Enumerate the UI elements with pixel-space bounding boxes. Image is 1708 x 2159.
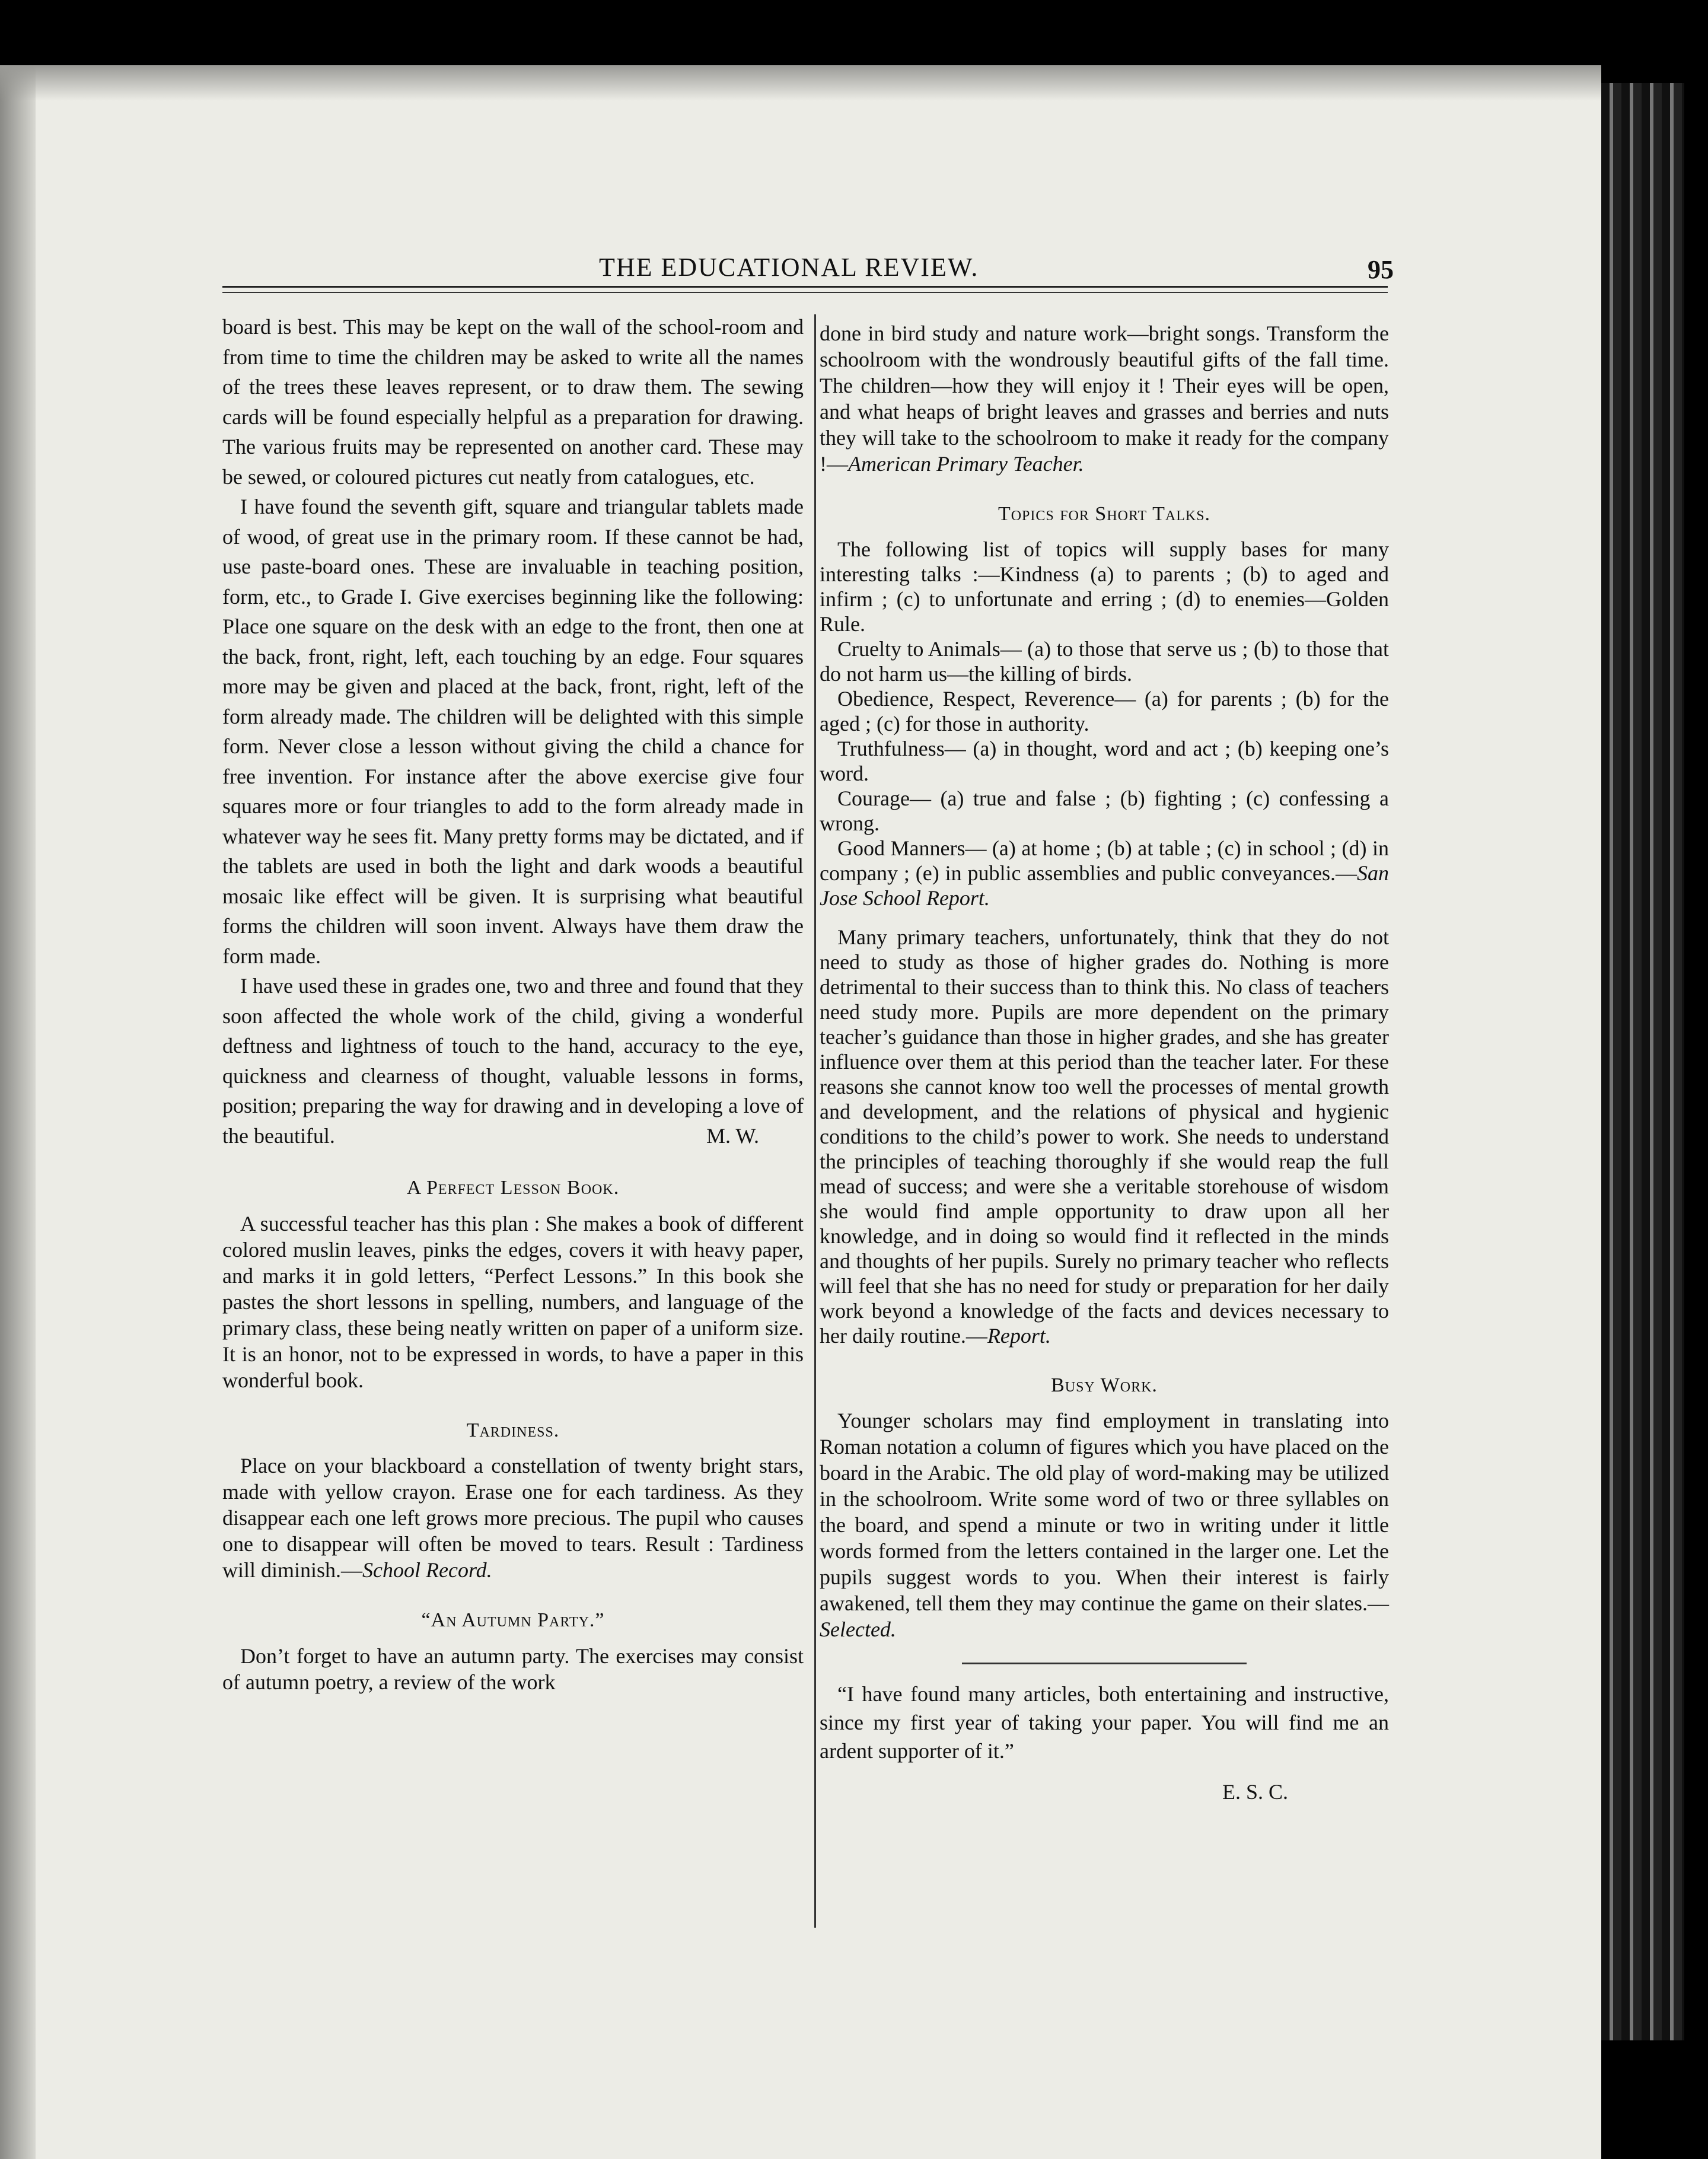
- left-column: [222, 312, 804, 1695]
- page-number: 95: [1368, 255, 1394, 284]
- right-column: [820, 320, 1389, 1807]
- topic-courage: Courage— (a) true and false ; (b) fighting ; (c) confessing a wrong.: [820, 786, 1389, 835]
- paragraph-tardiness: [222, 1453, 804, 1583]
- paragraph-busy-work: [820, 1408, 1389, 1642]
- heading-tardiness: Tardiness.: [466, 1419, 560, 1441]
- paragraph-autumn-party-continued: [820, 320, 1389, 477]
- paragraph-primary-teachers-text: Many primary teachers, unfortunately, think that they do not need to study as those of higher grades do. Nothing is more detrimental to their success than to think this. No class of teachers need study more. Pupils are more dependent on the primary teacher’s guidance than those in higher grades, and she has greater influence over them at this period than the teacher later. For these reasons she cannot know too well the processes of mental growth and development, and the relations of physical and hygienic conditions to the child’s power to work. She needs to understand the principles of teaching thoroughly if she would reap the full mead of success; and were she a veritable storehouse of wisdom she would find ample opportunity to draw upon all her knowledge, and in doing so would find it reflected in the minds and thoughts of her pupils. Surely no primary teacher who reflects will feel that she has no need for study or preparation for her daily work beyond a knowledge of the facts and devices necessary to her daily routine.—: [820, 925, 1389, 1348]
- paragraph-grades: [222, 971, 804, 1151]
- source-san-jose-report: San Jose School Report.: [820, 861, 1389, 910]
- journal-title: THE EDUCATIONAL REVIEW.: [599, 253, 979, 282]
- signature-esc: E. S. C.: [1222, 1780, 1288, 1804]
- source-selected: Selected.: [820, 1617, 896, 1641]
- paragraph-primary-teachers: [820, 925, 1389, 1348]
- testimonial-quote: “I have found many articles, both entertaining and instructive, since my first year of taking your paper. You will find me an ardent supporter of it.”: [820, 1682, 1389, 1763]
- source-report: Report.: [987, 1323, 1051, 1348]
- heading-perfect-lesson-book: A Perfect Lesson Book.: [406, 1177, 620, 1199]
- section-rule: [962, 1663, 1247, 1664]
- paragraph-seventh-gift: I have found the seventh gift, square and triangular tablets made of wood, of great use in the primary room. If these cannot be had, use paste-board ones. These are invaluable in teaching position, form, etc., to Grade I. Give exercises beginning like the following: Place one square on the desk with an edge to the front, then one at the back, front, right, left, each touching by an edge. Four squares more may be given and placed at the back, front, right, left of the form already made. The children will be delighted with this simple form. Never close a lesson without giving the child a chance for free invention. For instance after the above exercise give four squares more or four triangles to add to the form already made in whatever way he sees fit. Many pretty forms may be dictated, and if the tablets are used in both the light and dark woods a beautiful mosaic like effect will be given. It is surprising what beautiful forms the children will soon invent. Always have them draw the form made.: [222, 495, 804, 968]
- paragraph-leaves: board is best. This may be kept on the wall of the school-room and from time to time the children may be asked to write all the names of the trees these leaves represent, or to draw them. The sewing cards will be found especially helpful as a preparation for drawing. The various fruits may be represented on another card. These may be sewed, or coloured pictures cut neatly from catalogues, etc.: [222, 315, 804, 489]
- book-spine-edges: [1601, 83, 1684, 2040]
- heading-topics-short-talks: Topics for Short Talks.: [998, 503, 1211, 525]
- source-american-primary-teacher: American Primary Teacher.: [848, 452, 1084, 476]
- heading-autumn-party: “An Autumn Party.”: [421, 1609, 605, 1631]
- header-rule-second: [222, 292, 1388, 293]
- paragraph-lesson-book: A successful teacher has this plan : She makes a book of different colored muslin leaves, pinks the edges, covers it with heavy paper, and marks it in gold letters, “Perfect Lessons.” In this book she pastes the short lessons in spelling, numbers, and language of the primary class, these being neatly written on paper of a uniform size. It is an honor, not to be expressed in words, to have a paper in this wonderful book.: [222, 1211, 804, 1392]
- header-rule: [222, 286, 1388, 288]
- topic-cruelty: Cruelty to Animals— (a) to those that serve us ; (b) to those that do not harm us—the killing of birds.: [820, 636, 1389, 686]
- topic-truthfulness: Truthfulness— (a) in thought, word and act ; (b) keeping one’s word.: [820, 736, 1389, 785]
- topic-good-manners: [820, 836, 1389, 910]
- heading-busy-work: Busy Work.: [1051, 1374, 1158, 1396]
- paragraph-grades-text: I have used these in grades one, two and three and found that they soon affected the whole work of the child, giving a wonderful deftness and lightness of touch to the hand, accuracy to the eye, quickness and clearness of thought, valuable lessons in forms, position; preparing the way for drawing and in developing a love of the beautiful.: [222, 974, 804, 1148]
- source-school-record: School Record.: [362, 1558, 492, 1582]
- paragraph-autumn-party: Don’t forget to have an autumn party. The exercises may consist of autumn poetry, a review of the work: [222, 1644, 804, 1694]
- column-divider: [814, 314, 816, 1928]
- topic-good-manners-text: Good Manners— (a) at home ; (b) at table ; (c) in school ; (d) in company ; (e) in public assemblies and public conveyances.—: [820, 836, 1389, 885]
- paragraph-autumn-party-continued-text: done in bird study and nature work—bright songs. Transform the schoolroom with the wondrously beautiful gifts of the fall time. The children—how they will enjoy it ! Their eyes will be open, and what heaps of bright leaves and grasses and berries and nuts they will take to the schoolroom to make it ready for the company !—: [820, 321, 1389, 476]
- paragraph-tardiness-text: Place on your blackboard a constellation of twenty bright stars, made with yellow crayon. Erase one for each tardiness. As they disappear each one left grows more precious. The pupil who causes one to disappear will often be moved to tears. Result : Tardiness will diminish.—: [222, 1454, 804, 1582]
- signature-mw: M. W.: [706, 1123, 759, 1148]
- page-left-edge-shadow: [0, 65, 36, 2159]
- page-top-shadow: [0, 65, 1601, 101]
- topic-obedience: Obedience, Respect, Reverence— (a) for parents ; (b) for the aged ; (c) for those in authority.: [820, 686, 1389, 735]
- paragraph-busy-work-text: Younger scholars may find employment in translating into Roman notation a column of figures which you have placed on the board in the Arabic. The old play of word-making may be utilized in the schoolroom. Write some word of two or three syllables on the board, and spend a minute or two in writing under it little words formed from the letters contained in the larger one. Let the pupils suggest words to you. When their interest is fairly awakened, tell them they may continue the game on their slates.—: [820, 1409, 1389, 1615]
- topic-kindness: The following list of topics will supply bases for many interesting talks :—Kindness (a) to parents ; (b) to aged and infirm ; (c) to unfortunate and erring ; (d) to enemies—Golden Rule.: [820, 537, 1389, 636]
